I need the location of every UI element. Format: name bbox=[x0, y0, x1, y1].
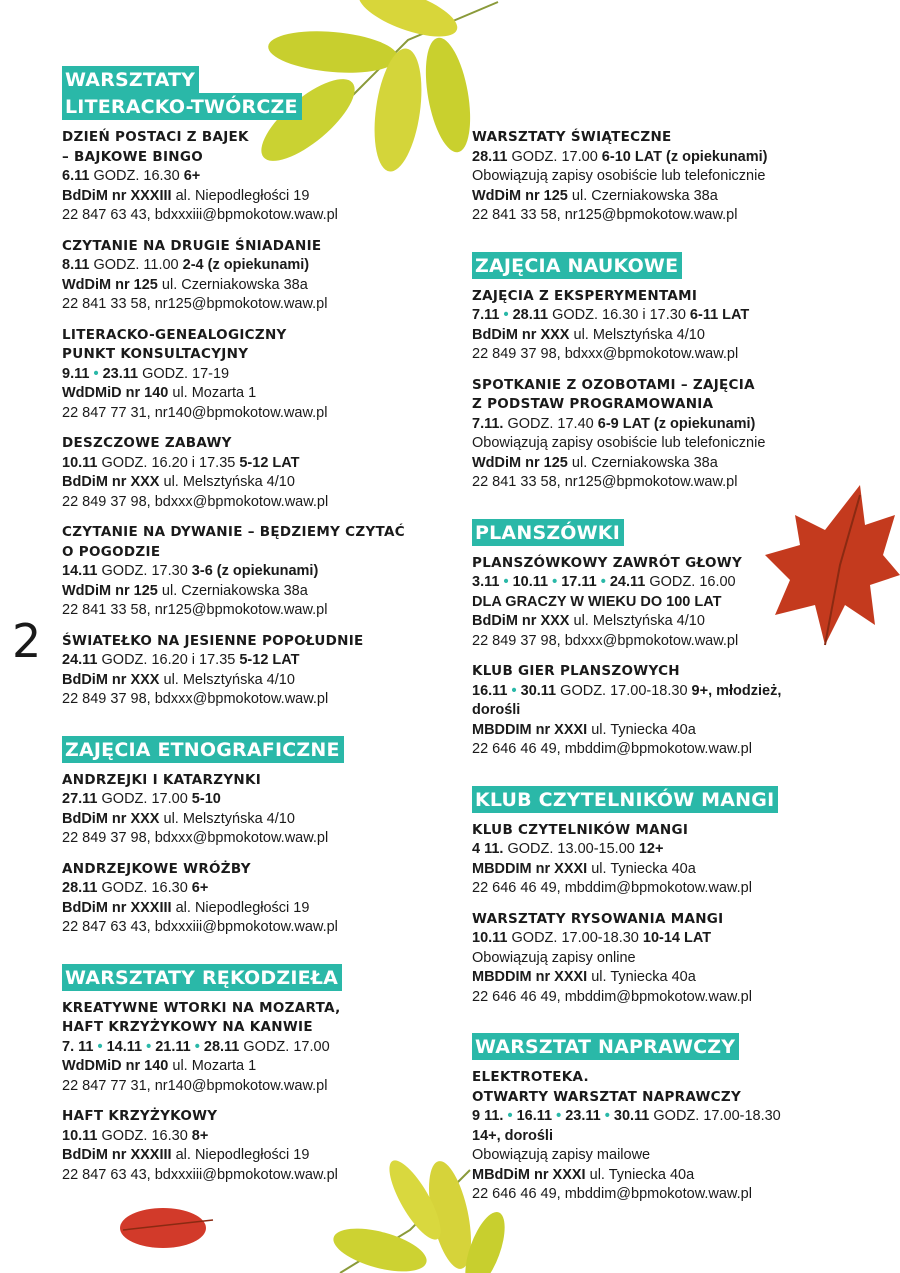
event-contact: 22 841 33 58, nr125@bpmokotow.waw.pl bbox=[472, 474, 738, 490]
event-date: 9.11 bbox=[62, 365, 90, 382]
event-time: GODZ. 16.30 bbox=[93, 168, 180, 184]
event-time: GODZ. 17.30 bbox=[101, 563, 188, 579]
event-title: Z PODSTAW PROGRAMOWANIA bbox=[472, 396, 714, 412]
event-venue-line bbox=[62, 582, 442, 602]
event-venue: WdDiM nr 125 bbox=[62, 582, 158, 599]
event-extra-line bbox=[472, 593, 872, 613]
event-entry bbox=[62, 1107, 442, 1185]
event-time: GODZ. 17.00 bbox=[511, 148, 598, 165]
event-date: 7.11 bbox=[472, 307, 500, 323]
event-age: 5-12 LAT bbox=[239, 652, 300, 668]
event-date: 8.11 bbox=[62, 257, 90, 273]
event-venue: BdDiM nr XXX bbox=[62, 810, 160, 827]
event-address: ul. Mozarta 1 bbox=[172, 1058, 257, 1074]
event-extra-line bbox=[472, 1127, 872, 1147]
event-venue-line bbox=[472, 968, 872, 988]
event-venue-line bbox=[472, 454, 872, 474]
event-date: 14.11 bbox=[62, 563, 98, 579]
event-venue-line bbox=[62, 1146, 442, 1166]
event-date: 16.11 bbox=[472, 682, 508, 699]
date-separator-dot: • bbox=[600, 1108, 614, 1124]
event-age: 6-9 LAT (z opiekunami) bbox=[597, 415, 756, 432]
event-title: OTWARTY WARSZTAT NAPRAWCZY bbox=[472, 1088, 742, 1105]
event-title: KREATYWNE WTORKI NA MOZARTA, bbox=[62, 999, 341, 1016]
event-contact: 22 841 33 58, nr125@bpmokotow.waw.pl bbox=[472, 207, 738, 223]
event-date-line bbox=[62, 365, 442, 385]
date-separator-dot: • bbox=[499, 574, 513, 590]
event-entry bbox=[62, 860, 442, 938]
date-separator-dot: • bbox=[190, 1038, 204, 1055]
event-venue-line bbox=[472, 612, 872, 632]
event-contact: 22 646 46 49, mbddim@bpmokotow.waw.pl bbox=[472, 741, 752, 757]
event-age: 6+ bbox=[183, 168, 201, 184]
event-date: 10.11 bbox=[62, 1127, 98, 1144]
section-heading-line: LITERACKO-TWÓRCZE bbox=[62, 93, 302, 120]
date-separator-dot: • bbox=[499, 307, 513, 323]
event-contact: 22 849 37 98, bdxxx@bpmokotow.waw.pl bbox=[62, 830, 329, 846]
event-title: SPOTKANIE Z OZOBOTAMI – ZAJĘCIA bbox=[472, 376, 755, 393]
red-leaf-bottom-illustration bbox=[118, 1200, 218, 1255]
event-age: 9+, młodzież, bbox=[691, 682, 782, 699]
event-address: ul. Melsztyńska 4/10 bbox=[573, 326, 705, 343]
event-venue: MBDDIM nr XXXI bbox=[472, 860, 588, 877]
event-title: O POGODZIE bbox=[62, 543, 161, 560]
event-title: PLANSZÓWKOWY ZAWRÓT GŁOWY bbox=[472, 554, 743, 571]
event-contact: 22 849 37 98, bdxxx@bpmokotow.waw.pl bbox=[62, 691, 329, 707]
event-date-line bbox=[62, 1127, 442, 1147]
event-date-line bbox=[472, 415, 872, 435]
event-entry bbox=[62, 434, 442, 512]
event-entry bbox=[472, 1068, 872, 1205]
event-contact: 22 847 63 43, bdxxxiii@bpmokotow.waw.pl bbox=[62, 919, 338, 935]
section-heading-line: WARSZTAT NAPRAWCZY bbox=[472, 1033, 739, 1060]
event-age: 12+ bbox=[638, 841, 664, 857]
section-heading bbox=[62, 964, 442, 991]
event-date: 10.11 bbox=[512, 574, 549, 590]
event-date: 10.11 bbox=[472, 930, 508, 946]
section-heading bbox=[472, 1033, 872, 1060]
event-venue-line bbox=[472, 721, 872, 741]
event-date: 9 11. bbox=[472, 1108, 504, 1124]
date-separator-dot: • bbox=[552, 1108, 566, 1124]
event-venue: WdDiM nr 125 bbox=[472, 187, 568, 204]
event-venue-line bbox=[472, 860, 872, 880]
event-entry bbox=[472, 821, 872, 899]
event-age: 2-4 (z opiekunami) bbox=[182, 257, 310, 273]
event-date-line bbox=[472, 306, 872, 326]
event-venue: BdDiM nr XXX bbox=[62, 474, 160, 490]
event-age: 6+ bbox=[191, 880, 209, 896]
date-separator-dot: • bbox=[507, 682, 521, 699]
section-heading bbox=[472, 519, 872, 546]
event-contact: 22 847 63 43, bdxxxiii@bpmokotow.waw.pl bbox=[62, 1166, 338, 1183]
event-contact: 22 849 37 98, bdxxx@bpmokotow.waw.pl bbox=[62, 493, 329, 510]
event-time: GODZ. 17.00-18.30 bbox=[653, 1108, 781, 1124]
event-time: GODZ. 16.30 bbox=[101, 880, 188, 896]
date-separator-dot: • bbox=[89, 365, 103, 382]
event-date: 23.11 bbox=[565, 1108, 601, 1124]
event-address: ul. Czerniakowska 38a bbox=[161, 276, 308, 293]
event-address: ul. Tyniecka 40a bbox=[591, 969, 696, 985]
event-note: Obowiązują zapisy osobiście lub telefonicznie bbox=[472, 435, 766, 451]
event-venue-line bbox=[62, 899, 442, 919]
section-heading-line: KLUB CZYTELNIKÓW MANGI bbox=[472, 786, 778, 813]
date-separator-dot: • bbox=[596, 574, 610, 590]
event-time: GODZ. 17.00 bbox=[101, 791, 188, 807]
event-title: ŚWIATEŁKO NA JESIENNE POPOŁUDNIE bbox=[62, 632, 364, 649]
section-heading bbox=[472, 786, 872, 813]
event-title: WARSZTATY RYSOWANIA MANGI bbox=[472, 910, 724, 927]
event-venue: BdDiM nr XXXIII bbox=[62, 899, 172, 916]
event-title: HAFT KRZYŻYKOWY bbox=[62, 1108, 218, 1124]
event-audience: dorośli bbox=[472, 702, 521, 718]
event-entry bbox=[62, 523, 442, 621]
event-date-line bbox=[62, 167, 442, 187]
event-date: 21.11 bbox=[155, 1038, 191, 1055]
event-address: ul. Czerniakowska 38a bbox=[161, 582, 308, 599]
event-time: GODZ. 17.00 bbox=[243, 1038, 330, 1055]
event-date-line bbox=[472, 929, 872, 949]
event-contact: 22 847 77 31, nr140@bpmokotow.waw.pl bbox=[62, 1077, 328, 1094]
event-venue-line bbox=[62, 810, 442, 830]
event-title: KLUB GIER PLANSZOWYCH bbox=[472, 663, 680, 679]
event-entry bbox=[62, 999, 442, 1097]
event-entry bbox=[472, 910, 872, 1008]
event-entry bbox=[472, 287, 872, 365]
event-address: ul. Mozarta 1 bbox=[172, 385, 257, 401]
event-time: GODZ. 11.00 bbox=[93, 257, 179, 273]
event-venue: WdDMiD nr 140 bbox=[62, 385, 169, 401]
event-date: 28.11 bbox=[203, 1038, 240, 1055]
event-time: GODZ. 16.30 bbox=[101, 1127, 188, 1144]
event-venue: WdDiM nr 125 bbox=[472, 454, 568, 471]
section-heading bbox=[62, 66, 442, 120]
event-contact: 22 646 46 49, mbddim@bpmokotow.waw.pl bbox=[472, 1186, 752, 1202]
section-heading bbox=[472, 252, 872, 279]
event-date: 30.11 bbox=[613, 1108, 650, 1124]
event-entry bbox=[472, 376, 872, 493]
event-title: ZAJĘCIA Z EKSPERYMENTAMI bbox=[472, 287, 698, 304]
event-time: GODZ. 16.20 i 17.35 bbox=[101, 454, 236, 471]
event-entry bbox=[62, 326, 442, 424]
event-contact: 22 841 33 58, nr125@bpmokotow.waw.pl bbox=[62, 602, 328, 618]
event-time: GODZ. 17.00-18.30 bbox=[511, 930, 639, 946]
event-note: Obowiązują zapisy osobiście lub telefonicznie bbox=[472, 168, 766, 184]
event-venue: BdDiM nr XXX bbox=[62, 671, 160, 688]
event-address: ul. Tyniecka 40a bbox=[589, 1166, 695, 1183]
event-date: 28.11 bbox=[472, 148, 508, 165]
event-title: ELEKTROTEKA. bbox=[472, 1069, 589, 1085]
event-venue-line bbox=[62, 671, 442, 691]
event-note: Obowiązują zapisy mailowe bbox=[472, 1147, 651, 1163]
event-venue-line bbox=[62, 276, 442, 296]
event-date-line bbox=[62, 790, 442, 810]
event-title: CZYTANIE NA DRUGIE ŚNIADANIE bbox=[62, 237, 322, 254]
event-time: GODZ. 16.20 i 17.35 bbox=[101, 652, 236, 668]
event-entry bbox=[472, 554, 872, 652]
event-time: GODZ. 17.40 bbox=[507, 415, 594, 432]
event-date: 14.11 bbox=[106, 1038, 143, 1055]
event-address: ul. Czerniakowska 38a bbox=[571, 187, 718, 204]
event-date: 7.11. bbox=[472, 415, 504, 432]
event-time: GODZ. 13.00-15.00 bbox=[507, 841, 635, 857]
event-title: ANDRZEJKOWE WRÓŻBY bbox=[62, 860, 251, 877]
event-age: 6-11 LAT bbox=[689, 307, 750, 323]
event-contact: 22 646 46 49, mbddim@bpmokotow.waw.pl bbox=[472, 880, 752, 896]
date-separator-dot: • bbox=[142, 1038, 156, 1055]
date-separator-dot: • bbox=[93, 1038, 107, 1055]
event-audience: 14+, dorośli bbox=[472, 1127, 553, 1144]
section-heading-line: WARSZTATY bbox=[62, 66, 199, 93]
event-title: ANDRZEJKI I KATARZYNKI bbox=[62, 771, 262, 788]
event-date-line bbox=[62, 256, 442, 276]
right-column bbox=[472, 128, 872, 1216]
event-contact: 22 849 37 98, bdxxx@bpmokotow.waw.pl bbox=[472, 346, 739, 362]
event-title: WARSZTATY ŚWIĄTECZNE bbox=[472, 129, 672, 145]
event-title: HAFT KRZYŻYKOWY NA KANWIE bbox=[62, 1019, 313, 1035]
event-date-line bbox=[472, 573, 872, 593]
date-separator-dot: • bbox=[548, 574, 562, 590]
event-age: 5-10 bbox=[191, 791, 221, 807]
event-venue: MBDDIM nr XXXI bbox=[472, 969, 588, 985]
event-title: CZYTANIE NA DYWANIE – BĘDZIEMY CZYTAĆ bbox=[62, 524, 405, 540]
event-date: 28.11 bbox=[512, 307, 549, 323]
event-entry bbox=[472, 128, 872, 226]
event-title: LITERACKO-GENEALOGICZNY bbox=[62, 326, 287, 343]
section-heading-line: ZAJĘCIA NAUKOWE bbox=[472, 252, 682, 279]
event-contact: 22 849 37 98, bdxxx@bpmokotow.waw.pl bbox=[472, 632, 739, 649]
event-address: al. Niepodległości 19 bbox=[175, 899, 310, 916]
event-age: 5-12 LAT bbox=[239, 454, 300, 471]
event-address: ul. Tyniecka 40a bbox=[591, 860, 696, 877]
date-separator-dot: • bbox=[503, 1108, 517, 1124]
section-heading-line: WARSZTATY RĘKODZIEŁA bbox=[62, 964, 342, 991]
event-venue: WdDMiD nr 140 bbox=[62, 1058, 169, 1074]
event-title: KLUB CZYTELNIKÓW MANGI bbox=[472, 821, 689, 838]
event-date-line bbox=[62, 1038, 442, 1058]
event-date: 16.11 bbox=[516, 1108, 553, 1124]
event-contact: 22 841 33 58, nr125@bpmokotow.waw.pl bbox=[62, 296, 328, 312]
event-date-line bbox=[62, 454, 442, 474]
event-venue-line bbox=[62, 187, 442, 207]
event-time: GODZ. 16.00 bbox=[649, 574, 736, 590]
event-contact: 22 847 77 31, nr140@bpmokotow.waw.pl bbox=[62, 404, 328, 421]
event-entry bbox=[62, 632, 442, 710]
event-date: 24.11 bbox=[62, 652, 98, 668]
event-address: ul. Melsztyńska 4/10 bbox=[573, 613, 705, 629]
event-date: 4 11. bbox=[472, 841, 504, 857]
event-age: 10-14 LAT bbox=[642, 930, 712, 946]
event-address: ul. Melsztyńska 4/10 bbox=[163, 810, 295, 827]
event-address: al. Niepodległości 19 bbox=[175, 1147, 310, 1163]
event-date-line bbox=[472, 840, 872, 860]
event-time: GODZ. 17.00-18.30 bbox=[560, 682, 688, 699]
event-venue: BdDiM nr XXXIII bbox=[62, 187, 172, 204]
event-venue-line bbox=[472, 326, 872, 346]
event-entry bbox=[472, 662, 872, 760]
event-address: ul. Melsztyńska 4/10 bbox=[163, 474, 295, 490]
event-venue: MBDDIM nr XXXI bbox=[472, 721, 588, 738]
event-date-line bbox=[472, 1107, 872, 1127]
event-date: 3.11 bbox=[472, 574, 500, 590]
event-title: PUNKT KONSULTACYJNY bbox=[62, 346, 249, 362]
event-address: ul. Tyniecka 40a bbox=[591, 721, 696, 738]
event-venue: WdDiM nr 125 bbox=[62, 276, 158, 293]
event-date-line bbox=[472, 148, 872, 168]
event-title: DZIEŃ POSTACI Z BAJEK bbox=[62, 129, 249, 145]
event-age: 3-6 (z opiekunami) bbox=[191, 563, 319, 579]
event-venue: BdDiM nr XXXIII bbox=[62, 1147, 172, 1163]
section-heading-line: ZAJĘCIA ETNOGRAFICZNE bbox=[62, 736, 344, 763]
event-title: DESZCZOWE ZABAWY bbox=[62, 435, 232, 451]
event-address: ul. Melsztyńska 4/10 bbox=[163, 671, 295, 688]
event-venue-line bbox=[62, 473, 442, 493]
event-venue-line bbox=[62, 384, 442, 404]
section-heading bbox=[62, 736, 442, 763]
event-entry bbox=[62, 128, 442, 226]
event-extra-line bbox=[472, 701, 872, 721]
event-date: 6.11 bbox=[62, 168, 90, 184]
event-date: 10.11 bbox=[62, 454, 98, 471]
event-contact: 22 646 46 49, mbddim@bpmokotow.waw.pl bbox=[472, 988, 752, 1005]
event-venue-line bbox=[472, 1166, 872, 1186]
event-entry bbox=[62, 237, 442, 315]
event-date: 27.11 bbox=[62, 791, 98, 807]
event-date: 17.11 bbox=[561, 574, 597, 590]
event-address: ul. Czerniakowska 38a bbox=[571, 454, 718, 471]
event-date: 23.11 bbox=[102, 365, 139, 382]
event-venue-line bbox=[472, 187, 872, 207]
page-number: 2 bbox=[12, 614, 42, 668]
event-date: 28.11 bbox=[62, 880, 98, 896]
event-date-line bbox=[62, 879, 442, 899]
event-entry bbox=[62, 771, 442, 849]
event-date-line bbox=[62, 562, 442, 582]
event-date: 30.11 bbox=[520, 682, 557, 699]
event-venue-line bbox=[62, 1057, 442, 1077]
event-age: 8+ bbox=[191, 1127, 209, 1144]
event-date: 24.11 bbox=[609, 574, 646, 590]
event-title: – BAJKOWE BINGO bbox=[62, 148, 204, 165]
event-time: GODZ. 17-19 bbox=[142, 365, 230, 382]
event-date: 7. 11 bbox=[62, 1038, 94, 1055]
event-note: Obowiązują zapisy online bbox=[472, 949, 636, 966]
event-time: GODZ. 16.30 i 17.30 bbox=[552, 307, 686, 323]
event-venue: MBdDiM nr XXXI bbox=[472, 1166, 586, 1183]
event-address: al. Niepodległości 19 bbox=[175, 187, 310, 204]
event-audience: DLA GRACZY W WIEKU DO 100 LAT bbox=[472, 593, 722, 610]
event-venue: BdDiM nr XXX bbox=[472, 326, 570, 343]
event-date-line bbox=[62, 651, 442, 671]
event-contact: 22 847 63 43, bdxxxiii@bpmokotow.waw.pl bbox=[62, 207, 338, 223]
left-column bbox=[62, 66, 442, 1196]
section-heading-line: PLANSZÓWKI bbox=[472, 519, 624, 546]
event-age: 6-10 LAT (z opiekunami) bbox=[601, 148, 768, 165]
event-date-line bbox=[472, 682, 872, 702]
event-venue: BdDiM nr XXX bbox=[472, 613, 570, 629]
